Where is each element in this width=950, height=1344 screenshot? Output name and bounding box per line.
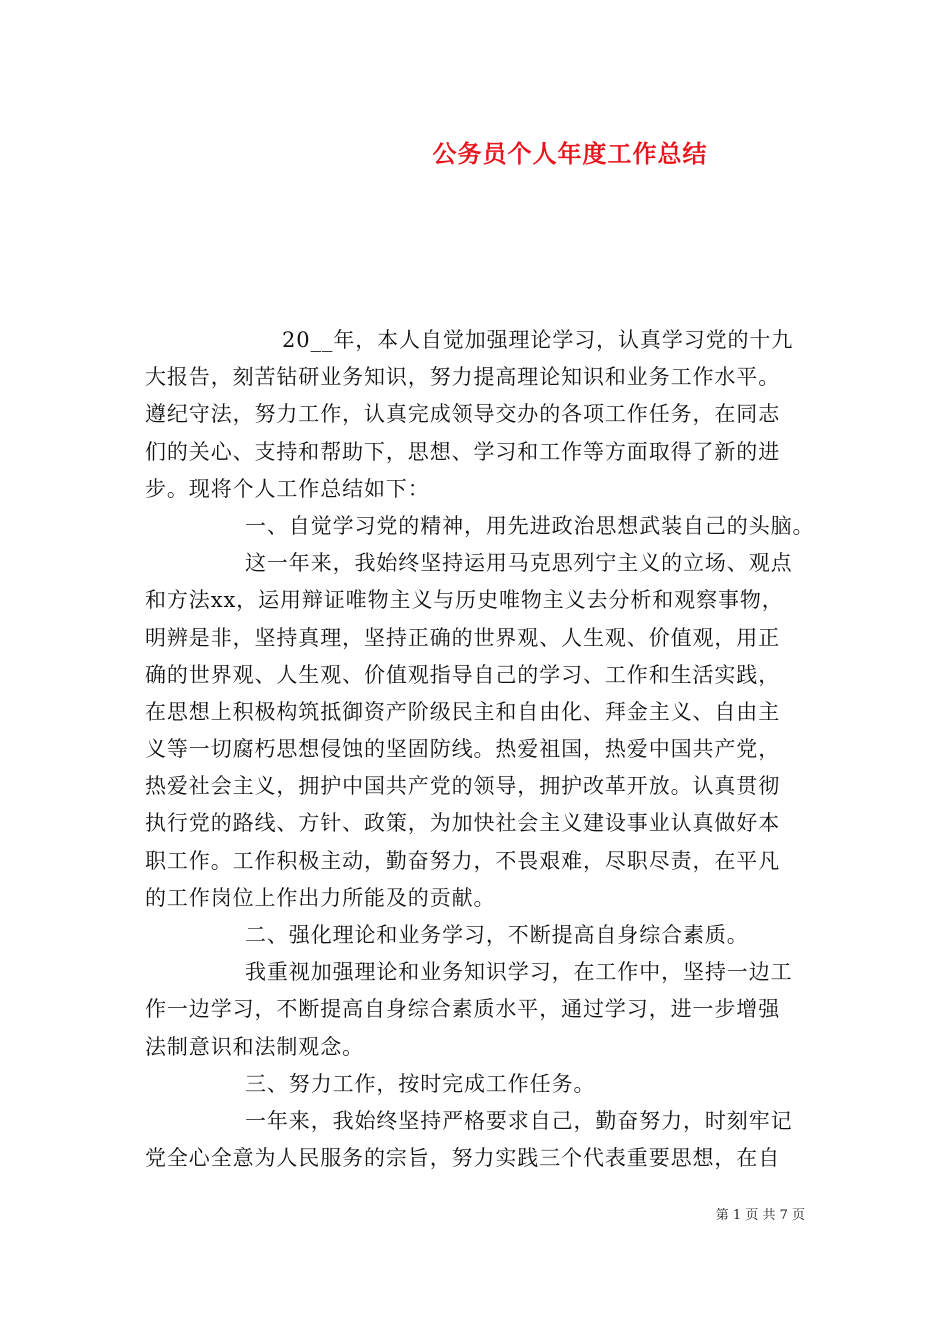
section-heading-3: 三、努力工作，按时完成工作任务。 bbox=[245, 1071, 596, 1096]
paragraph-line: 确的世界观、人生观、价值观指导自己的学习、工作和生活实践， bbox=[145, 662, 781, 687]
paragraph-line: 义等一切腐朽思想侵蚀的坚固防线。热爱祖国，热爱中国共产党， bbox=[145, 737, 781, 762]
section-heading-1: 一、自觉学习党的精神，用先进政治思想武装自己的头脑。 bbox=[245, 513, 815, 538]
paragraph-line: 执行党的路线、方针、政策，为加快社会主义建设事业认真做好本 bbox=[145, 811, 781, 836]
document-title: 公务员个人年度工作总结 bbox=[432, 139, 708, 168]
paragraph-line: 热爱社会主义，拥护中国共产党的领导，拥护改革开放。认真贯彻 bbox=[145, 774, 781, 799]
paragraph-line: 遵纪守法，努力工作，认真完成领导交办的各项工作任务，在同志 bbox=[145, 402, 781, 427]
paragraph-line: 党全心全意为人民服务的宗旨，努力实践三个代表重要思想，在自 bbox=[145, 1146, 781, 1171]
document-body bbox=[145, 322, 815, 1177]
paragraph-line: 在思想上积极构筑抵御资产阶级民主和自由化、拜金主义、自由主 bbox=[145, 699, 781, 724]
paragraph-line: 这一年来，我始终坚持运用马克思列宁主义的立场、观点 bbox=[245, 551, 793, 576]
paragraph-line: 的工作岗位上作出力所能及的贡献。 bbox=[145, 885, 496, 910]
paragraph-line: 20__年，本人自觉加强理论学习，认真学习党的十九 bbox=[282, 328, 794, 352]
paragraph-line: 一年来，我始终坚持严格要求自己，勤奋努力，时刻牢记 bbox=[245, 1108, 793, 1133]
page-number: 第 1 页 共 7 页 bbox=[715, 1208, 805, 1223]
paragraph-line: 我重视加强理论和业务知识学习，在工作中，坚持一边工 bbox=[245, 960, 793, 985]
paragraph-line: 们的关心、支持和帮助下，思想、学习和工作等方面取得了新的进 bbox=[145, 439, 781, 464]
paragraph-line: 和方法xx，运用辩证唯物主义与历史唯物主义去分析和观察事物， bbox=[145, 588, 784, 613]
paragraph-line: 明辨是非，坚持真理，坚持正确的世界观、人生观、价值观，用正 bbox=[145, 625, 781, 650]
paragraph-line: 职工作。工作积极主动，勤奋努力，不畏艰难，尽职尽责，在平凡 bbox=[145, 848, 781, 873]
paragraph-line: 法制意识和法制观念。 bbox=[145, 1034, 364, 1059]
section-heading-2: 二、强化理论和业务学习，不断提高自身综合素质。 bbox=[245, 923, 749, 947]
paragraph-line: 作一边学习，不断提高自身综合素质水平，通过学习，进一步增强 bbox=[145, 997, 781, 1022]
paragraph-line: 步。现将个人工作总结如下： bbox=[145, 476, 430, 501]
paragraph-line: 大报告，刻苦钻研业务知识，努力提高理论知识和业务工作水平。 bbox=[145, 365, 781, 390]
